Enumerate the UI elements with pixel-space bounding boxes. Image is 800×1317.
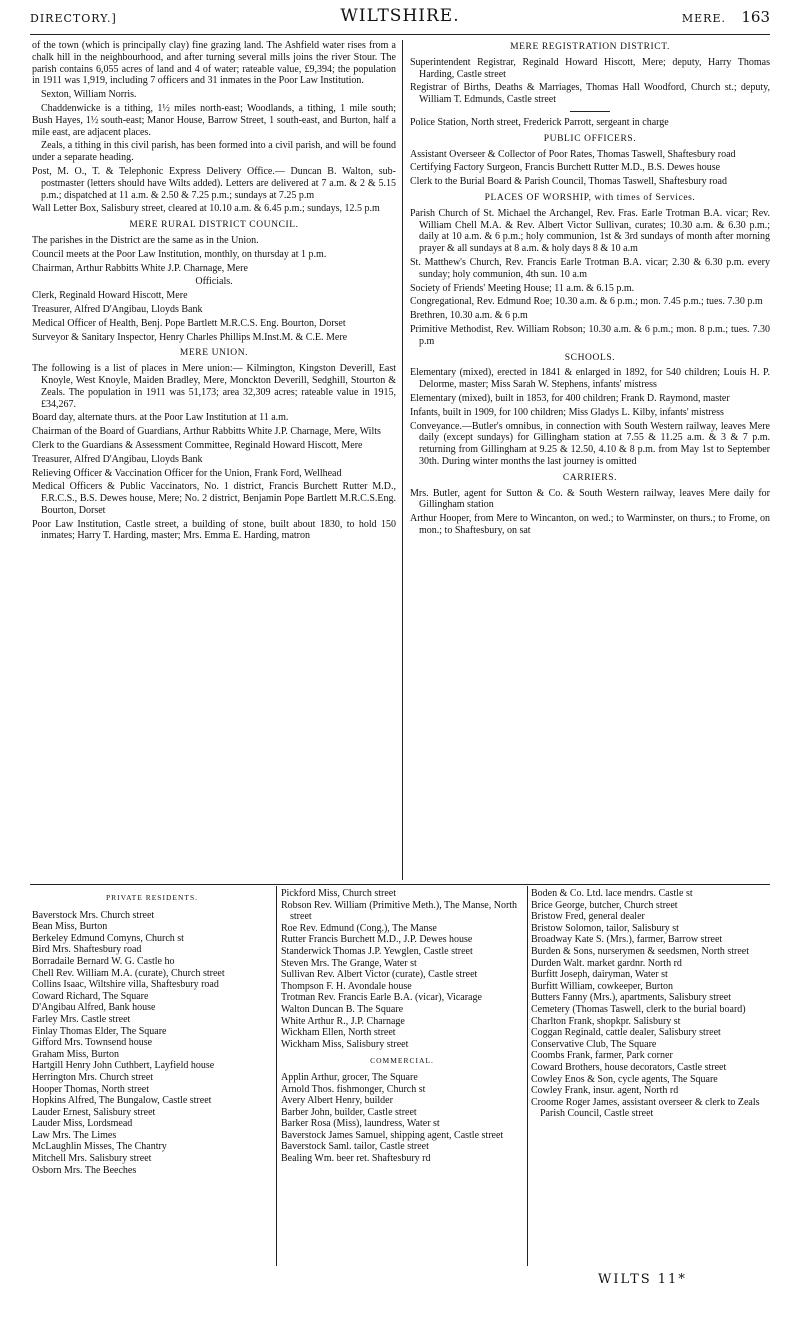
union-entry: Chairman of the Board of Guardians, Arthur Rabbitts White J.P. Charnage, Mere, Wilts	[32, 426, 381, 438]
resident-entry: Walton Duncan B. The Square	[281, 1003, 404, 1015]
header-right: MERE.	[681, 12, 726, 25]
resident-entry: White Arthur R., J.P. Charnage	[281, 1015, 405, 1027]
page-header	[30, 6, 770, 32]
resident-entry: Hartgill Henry John Cuthbert, Layfield house	[32, 1060, 215, 1072]
council-entry: Surveyor & Sanitary Inspector, Henry Charles Phillips M.Inst.M. & C.E. Mere	[32, 331, 348, 343]
resident-entry: Mitchell Mrs. Salisbury street	[32, 1153, 152, 1165]
union-entry: Medical Officers & Public Vaccinators, No. 1 district, Francis Burchett Rutter M.D., F.R.C.S., B.S. Dewes house, Mere; No. 2 district, Benjamin Pope Bartlett M.R.C.S.Eng. Bourton, Dorset	[32, 481, 396, 516]
school-entry: Elementary (mixed), built in 1853, for 400 children; Frank D. Raymond, master	[410, 392, 730, 404]
commercial-entry: Baverstock James Samuel, shipping agent, Castle street	[281, 1129, 504, 1141]
commercial-entry: Burfitt William, cowkeeper, Burton	[531, 980, 674, 992]
registration-heading: MERE REGISTRATION DISTRICT.	[510, 42, 670, 52]
registration-entry: Superintendent Registrar, Reginald Howard Hiscott, Mere; deputy, Harry Thomas Harding, Castle street	[410, 56, 770, 80]
resident-entry: Bean Miss, Burton	[32, 921, 108, 933]
carrier-entry: Mrs. Butler, agent for Sutton & Co. & South Western railway, leaves Mere daily for Gillingham station	[410, 487, 770, 511]
commercial-entry: Conservative Club, The Square	[531, 1038, 657, 1050]
council-entry: Medical Officer of Health, Benj. Pope Bartlett M.R.C.S. Eng. Bourton, Dorset	[32, 317, 346, 329]
resident-entry: Wickham Miss, Salisbury street	[281, 1038, 409, 1050]
resident-entry: Osborn Mrs. The Beeches	[32, 1164, 137, 1176]
footer-signature: WILTS 11*	[598, 1272, 687, 1287]
worship-entry: Congregational, Rev. Edmund Roe; 10.30 a.m. & 6 p.m.; mon. 7.45 p.m.; tues. 7.30 p.m	[410, 296, 763, 308]
school-entry: Infants, built in 1909, for 100 children; Miss Gladys L. Kilby, infants' mistress	[410, 406, 724, 418]
council-entry: Clerk, Reginald Howard Hiscott, Mere	[32, 290, 188, 302]
sexton-line: Sexton, William Norris.	[41, 89, 137, 101]
header-left: DIRECTORY.]	[30, 12, 117, 25]
commercial-entry: Baverstock Saml. tailor, Castle street	[281, 1141, 429, 1153]
resident-entry: Wickham Ellen, North street	[281, 1027, 396, 1039]
post-office-paragraph: Post, M. O., T. & Telephonic Express Delivery Office.— Duncan B. Walton, sub-postmaster (letters should have Wilts added). Letters are delivered at 7 a.m. & 2 & 5.15 p.m.; dispatched at 11 a.m. & 2.50 & 7.25 p.m.; sundays at 7.25 p.m	[32, 165, 396, 201]
intro-paragraph: of the town (which is principally clay) fine grazing land. The Ashfield water rises from a chalk hill in the neighbourhood, and after turning several mills joins the river Stour. The parish contains 6,055 acres of land and 4 of water; rateable value, £9,394; the population in 1911 was 1,919, including 7 officers and 31 inmates in the Poor Law Institution.	[32, 40, 396, 87]
commercial-entry: Broadway Kate S. (Mrs.), farmer, Barrow street	[531, 934, 723, 946]
resident-entry: Chell Rev. William M.A. (curate), Church street	[32, 967, 225, 979]
worship-entry: Parish Church of St. Michael the Archangel, Rev. Fras. Earle Trotman B.A. vicar; Rev. William Chell M.A. & Rev. Albert Victor Sullivan, curates; 10.30 a.m. & 6.30 p.m.; daily at 10 a.m. & 6 p.m.; holy communion, 1st & 3rd sundays of month after morning prayer & all sundays at 8 a.m. & holy days 8 & 10 a.m	[410, 207, 770, 255]
directory-column-a	[32, 888, 272, 1176]
council-entry: Treasurer, Alfred D'Angibau, Lloyds Bank	[32, 303, 203, 315]
zeals-paragraph: Zeals, a tithing in this civil parish, has been formed into a civil parish, and will be found under a separate heading.	[32, 140, 396, 164]
letter-box-paragraph: Wall Letter Box, Salisbury street, cleared at 10.10 a.m. & 6.45 p.m.; sundays, 12.5 p.m	[32, 203, 380, 215]
page-number: 163	[741, 8, 770, 26]
resident-entry: Pickford Miss, Church street	[281, 888, 396, 899]
resident-entry: Robson Rev. William (Primitive Meth.), The Manse, North street	[281, 899, 518, 923]
resident-entry: Collins Isaac, Wiltshire villa, Shaftesbury road	[32, 979, 219, 991]
officer-entry: Certifying Factory Surgeon, Francis Burchett Rutter M.D., B.S. Dewes house	[410, 162, 721, 174]
union-entry: Poor Law Institution, Castle street, a building of stone, built about 1830, to hold 150 inmates; Harry T. Harding, master; Mrs. Emma E. Harding, matron	[32, 518, 396, 542]
union-entry: Relieving Officer & Vaccination Officer for the Union, Frank Ford, Wellhead	[32, 467, 342, 479]
header-title: WILTSHIRE.	[340, 6, 460, 26]
resident-entry: Law Mrs. The Limes	[32, 1129, 117, 1141]
union-entry: Board day, alternate thurs. at the Poor Law Institution at 11 a.m.	[32, 412, 289, 424]
resident-entry: Bird Mrs. Shaftesbury road	[32, 944, 142, 956]
commercial-entry: Coward Brothers, house decorators, Castle street	[531, 1061, 727, 1073]
commercial-entry: Bristow Solomon, tailor, Salisbury st	[531, 922, 679, 934]
officer-entry: Clerk to the Burial Board & Parish Council, Thomas Taswell, Shaftesbury road	[410, 176, 727, 188]
directory-divider	[527, 886, 528, 1266]
section-dash	[570, 111, 610, 112]
commercial-entry: Bristow Fred, general dealer	[531, 911, 645, 923]
commercial-entry: Charlton Frank, shopkpr. Salisbury st	[531, 1015, 681, 1027]
resident-entry: Finlay Thomas Elder, The Square	[32, 1025, 167, 1037]
resident-entry: Lauder Miss, Lordsmead	[32, 1118, 133, 1130]
resident-entry: Berkeley Edmund Comyns, Church st	[32, 932, 184, 944]
commercial-entry: Cemetery (Thomas Taswell, clerk to the burial board)	[531, 1003, 746, 1015]
resident-entry: Herrington Mrs. Church street	[32, 1071, 154, 1083]
commercial-entry: Cowley Frank, insur. agent, North rd	[531, 1085, 679, 1097]
commercial-entry: Burfitt Joseph, dairyman, Water st	[531, 969, 668, 981]
officials-label: Officials.	[195, 276, 233, 288]
commercial-entry: Bealing Wm. beer ret. Shaftesbury rd	[281, 1153, 431, 1165]
commercial-heading: COMMERCIAL.	[370, 1056, 434, 1066]
commercial-entry: Applin Arthur, grocer, The Square	[281, 1071, 418, 1083]
resident-entry: McLaughlin Misses, The Chantry	[32, 1141, 167, 1153]
union-entry: Clerk to the Guardians & Assessment Committee, Reginald Howard Hiscott, Mere	[32, 439, 363, 451]
section-rule	[30, 884, 770, 885]
resident-entry: Hooper Thomas, North street	[32, 1083, 150, 1095]
worship-entry: Brethren, 10.30 a.m. & 6 p.m	[410, 310, 528, 322]
resident-entry: Trotman Rev. Francis Earle B.A. (vicar), Vicarage	[281, 992, 482, 1004]
worship-heading: PLACES OF WORSHIP, with times of Services.	[484, 192, 696, 203]
resident-entry: Baverstock Mrs. Church street	[32, 909, 155, 921]
resident-entry: Steven Mrs. The Grange, Water st	[281, 957, 417, 969]
resident-entry: Rutter Francis Burchett M.D., J.P. Dewes house	[281, 934, 473, 946]
resident-entry: Graham Miss, Burton	[32, 1048, 119, 1060]
worship-entry: St. Matthew's Church, Rev. Francis Earle Trotman B.A. vicar; 2.30 & 6.30 p.m. every sunday; holy communion, 4th sun. 10 a.m	[410, 256, 770, 280]
resident-entry: D'Angibau Alfred, Bank house	[32, 1002, 156, 1014]
private-residents-heading: PRIVATE RESIDENTS.	[105, 893, 199, 902]
commercial-entry: Avery Albert Henry, builder	[281, 1095, 393, 1107]
council-heading: MERE RURAL DISTRICT COUNCIL.	[129, 220, 299, 231]
resident-entry: Borradaile Bernard W. G. Castle ho	[32, 955, 175, 967]
worship-entry: Society of Friends' Meeting House; 11 a.m. & 6.15 p.m.	[410, 282, 635, 294]
commercial-entry: Arnold Thos. fishmonger, Church st	[281, 1083, 426, 1095]
council-entry: Chairman, Arthur Rabbitts White J.P. Charnage, Mere	[32, 262, 248, 274]
commercial-entry: Boden & Co. Ltd. lace mendrs. Castle st	[531, 888, 693, 899]
commercial-entry: Butters Fanny (Mrs.), apartments, Salisbury street	[531, 992, 731, 1004]
resident-entry: Sullivan Rev. Albert Victor (curate), Castle street	[281, 969, 478, 981]
commercial-entry: Barber John, builder, Castle street	[281, 1106, 417, 1118]
officers-heading: PUBLIC OFFICERS.	[543, 133, 637, 144]
directory-column-c	[531, 888, 771, 1120]
right-column	[410, 40, 770, 539]
commercial-entry: Croome Roger James, assistant overseer & clerk to Zeals Parish Council, Castle street	[531, 1096, 760, 1120]
resident-entry: Gifford Mrs. Townsend house	[32, 1037, 153, 1049]
resident-entry: Roe Rev. Edmund (Cong.), The Manse	[281, 922, 437, 934]
commercial-entry: Durden Walt. market gardnr. North rd	[531, 957, 682, 969]
commercial-entry: Barker Rosa (Miss), laundress, Water st	[281, 1118, 440, 1130]
union-heading: MERE UNION.	[179, 348, 249, 359]
school-entry: Elementary (mixed), erected in 1841 & enlarged in 1892, for 540 children; Louis H. P. Delorme, master; Miss Sarah W. Stephens, infants' mistress	[410, 367, 770, 391]
council-entry: Council meets at the Poor Law Institution, monthly, on thursday at 1 p.m.	[32, 248, 327, 260]
carrier-entry: Arthur Hooper, from Mere to Wincanton, on wed.; to Warminster, on thurs.; to Frome, on mon.; to Shaftesbury, on sat	[410, 513, 770, 536]
resident-entry: Standerwick Thomas J.P. Yewglen, Castle street	[281, 945, 473, 957]
conveyance-entry: Conveyance.—Butler's omnibus, in connection with South Western railway, leaves Mere daily (except sundays) for Gillingham station at 7.55 & 11.25 a.m. & 3 & 7 p.m. returning from Gillingham at 9.25 & 12.50, 4.10 & 8 p.m. from May 1st to September 30th. During winter months the last journey is omitted	[410, 420, 770, 467]
resident-entry: Thompson F. H. Avondale house	[281, 980, 412, 992]
column-divider	[402, 40, 403, 880]
council-entry: The parishes in the District are the same as in the Union.	[32, 234, 259, 246]
places-paragraph: Chaddenwicke is a tithing, 1½ miles north-east; Woodlands, a tithing, 1 mile south; Bush Hayes, 1½ south-east; Manor House, Barrow Street, 1 south-east, and Burton, half a mile east, are adjacent places.	[32, 102, 396, 138]
registration-entry: Registrar of Births, Deaths & Marriages, Thomas Hall Woodford, Church st.; deputy, William T. Edmunds, Castle street	[410, 82, 770, 106]
directory-divider	[276, 886, 277, 1266]
commercial-entry: Brice George, butcher, Church street	[531, 899, 678, 911]
police-entry: Police Station, North street, Frederick Parrott, sergeant in charge	[410, 116, 669, 128]
directory-column-b	[281, 888, 523, 1165]
commercial-entry: Cowley Enos & Son, cycle agents, The Square	[531, 1073, 718, 1085]
resident-entry: Lauder Ernest, Salisbury street	[32, 1106, 156, 1118]
union-entry: The following is a list of places in Mere union:— Kilmington, Kingston Deverill, East Knoyle, West Knoyle, Maiden Bradley, Mere, Monckton Deverill, Sedghill, Stourton & Zeals. The population in 1911 was 51,173; area 32,309 acres; rateable value in 1915, £34,267.	[32, 363, 396, 410]
resident-entry: Hopkins Alfred, The Bungalow, Castle street	[32, 1095, 212, 1107]
resident-entry: Farley Mrs. Castle street	[32, 1013, 131, 1025]
left-column	[32, 40, 396, 544]
union-entry: Treasurer, Alfred D'Angibau, Lloyds Bank	[32, 453, 203, 465]
worship-entry: Primitive Methodist, Rev. William Robson; 10.30 a.m. & 6 p.m.; mon. 8 p.m.; tues. 7.30 p.m	[410, 323, 770, 347]
commercial-entry: Coggan Reginald, cattle dealer, Salisbury street	[531, 1027, 721, 1039]
schools-heading: SCHOOLS.	[564, 352, 616, 363]
header-rule	[30, 34, 770, 35]
carriers-heading: CARRIERS.	[562, 472, 618, 483]
officer-entry: Assistant Overseer & Collector of Poor Rates, Thomas Taswell, Shaftesbury road	[410, 148, 736, 160]
commercial-entry: Burden & Sons, nurserymen & seedsmen, North street	[531, 945, 750, 957]
commercial-entry: Coombs Frank, farmer, Park corner	[531, 1050, 673, 1062]
resident-entry: Coward Richard, The Square	[32, 990, 149, 1002]
